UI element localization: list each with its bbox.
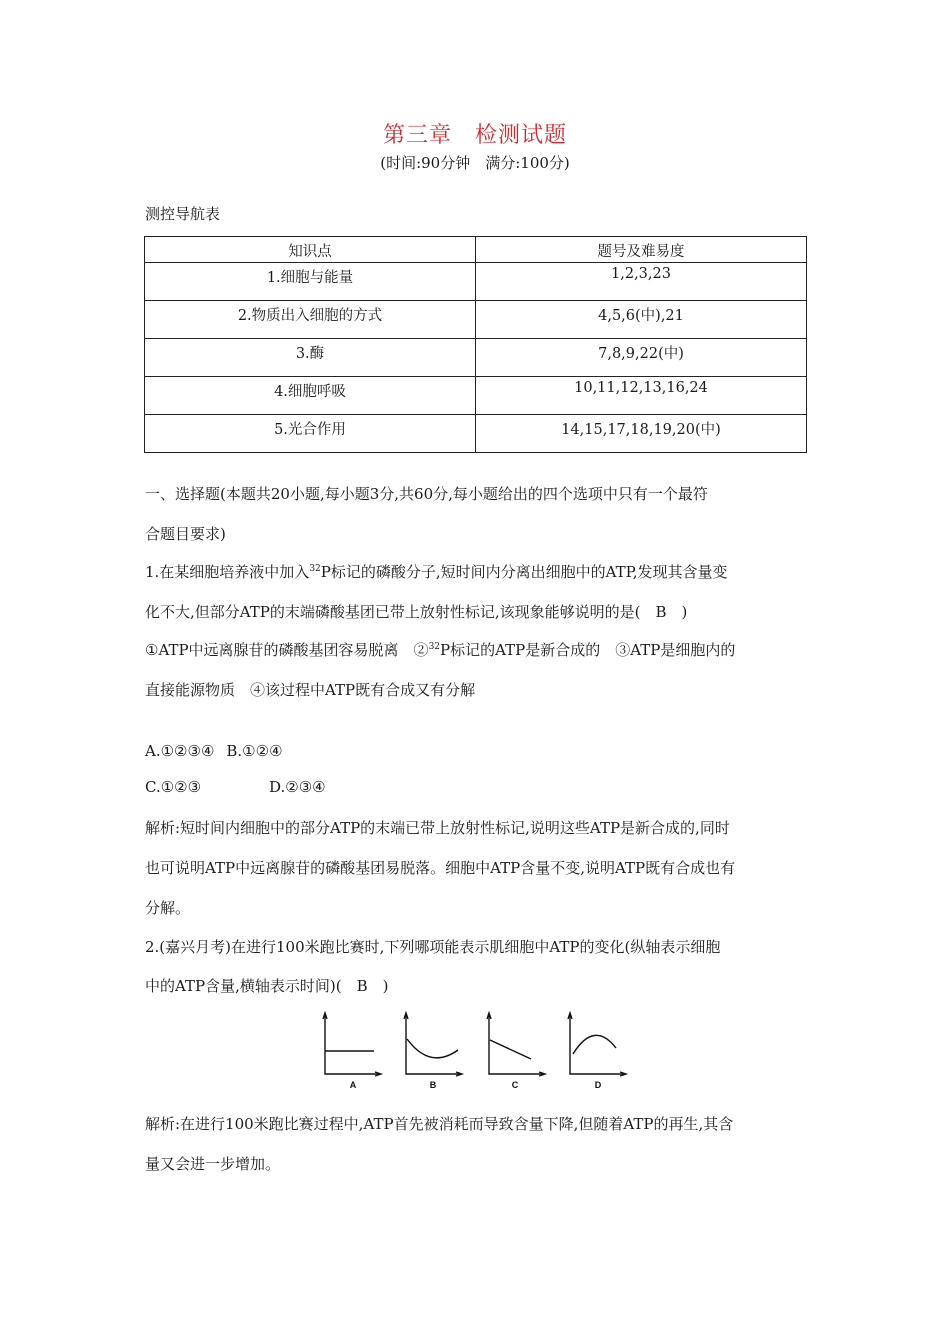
table-cell-questions: 10,11,12,13,16,24 xyxy=(476,377,807,415)
table-row xyxy=(145,339,807,377)
table-row xyxy=(145,263,807,301)
q1-option-c: C.①②③ xyxy=(145,778,202,796)
q2-analysis-line2: 量又会进一步增加。 xyxy=(145,1155,281,1173)
q1-option-a: A.①②③④ xyxy=(145,742,215,760)
section-heading-line1: 一、选择题(本题共20小题,每小题3分,共60分,每小题给出的四个选项中只有一个最符 xyxy=(145,485,708,503)
q2-graph-c xyxy=(487,1013,545,1076)
table-cell-questions: 4,5,6(中),21 xyxy=(476,301,807,339)
table-cell-knowledge: 1.细胞与能量 xyxy=(145,263,476,301)
q1-stem-line1 xyxy=(145,561,727,582)
table-row xyxy=(145,415,807,453)
q1-statements-sup: 32 xyxy=(428,642,441,652)
q2-graph-label-a: A xyxy=(349,1080,357,1090)
q1-analysis-line1: 解析:短时间内细胞中的部分ATP的末端已带上放射性标记,说明这些ATP是新合成的,同时 xyxy=(145,819,730,837)
nav-table-label: 测控导航表 xyxy=(145,205,221,223)
table-row xyxy=(145,301,807,339)
table-cell-questions: 14,15,17,18,19,20(中) xyxy=(476,415,807,453)
q2-graph-label-b: B xyxy=(429,1080,437,1090)
q1-option-d: D.②③④ xyxy=(269,778,326,796)
q1-stem-pre: 1.在某细胞培养液中加入 xyxy=(145,563,310,581)
q1-analysis-line2: 也可说明ATP中远离腺苷的磷酸基团易脱落。细胞中ATP含量不变,说明ATP既有合成也有 xyxy=(145,859,736,877)
page-title: 第三章 检测试题 xyxy=(382,123,567,148)
page-subtitle: (时间:90分钟 满分:100分) xyxy=(380,154,570,172)
q2-graph-options xyxy=(318,1010,638,1092)
q2-stem-line2: 中的ATP含量,横轴表示时间)( B ) xyxy=(145,977,389,995)
q1-analysis-line3: 分解。 xyxy=(145,899,191,917)
table-cell-knowledge: 3.酶 xyxy=(145,339,476,377)
q2-graph-d xyxy=(568,1013,626,1076)
section-heading-line2: 合题目要求) xyxy=(145,525,226,543)
table-cell-questions: 1,2,3,23 xyxy=(476,263,807,301)
q1-statements-b: P标记的ATP是新合成的 ③ATP是细胞内的 xyxy=(440,641,736,659)
table-cell-knowledge: 4.细胞呼吸 xyxy=(145,377,476,415)
q2-graph-a xyxy=(323,1013,381,1076)
table-header-knowledge: 知识点 xyxy=(145,237,476,263)
nav-table xyxy=(144,236,807,453)
q2-graph-label-d: D xyxy=(594,1080,602,1090)
table-cell-knowledge: 5.光合作用 xyxy=(145,415,476,453)
table-header-row xyxy=(145,237,807,263)
q1-stem-line2: 化不大,但部分ATP的末端磷酸基团已带上放射性标记,该现象能够说明的是( B ) xyxy=(145,603,688,621)
q1-isotope-sup: 32 xyxy=(309,564,321,574)
q2-graph-label-c: C xyxy=(511,1080,519,1090)
table-cell-knowledge: 2.物质出入细胞的方式 xyxy=(145,301,476,339)
q1-options-row1 xyxy=(145,742,283,760)
table-header-questions: 题号及难易度 xyxy=(476,237,807,263)
q1-stem-post: P标记的磷酸分子,短时间内分离出细胞中的ATP,发现其含量变 xyxy=(320,563,728,581)
q2-analysis-line1: 解析:在进行100米跑比赛过程中,ATP首先被消耗而导致含量下降,但随着ATP的再生,其含 xyxy=(145,1115,734,1133)
q1-statements-line1 xyxy=(145,639,735,660)
q2-stem-line1: 2.(嘉兴月考)在进行100米跑比赛时,下列哪项能表示肌细胞中ATP的变化(纵轴表示细胞 xyxy=(145,938,721,956)
q1-option-b: B.①②④ xyxy=(226,742,283,760)
table-cell-questions: 7,8,9,22(中) xyxy=(476,339,807,377)
q1-options-row2 xyxy=(145,778,326,796)
q1-statements-a: ①ATP中远离腺苷的磷酸基团容易脱离 ② xyxy=(145,641,429,659)
q2-graph-b xyxy=(404,1013,462,1076)
q1-statements-line2: 直接能源物质 ④该过程中ATP既有合成又有分解 xyxy=(145,681,476,699)
table-row xyxy=(145,377,807,415)
